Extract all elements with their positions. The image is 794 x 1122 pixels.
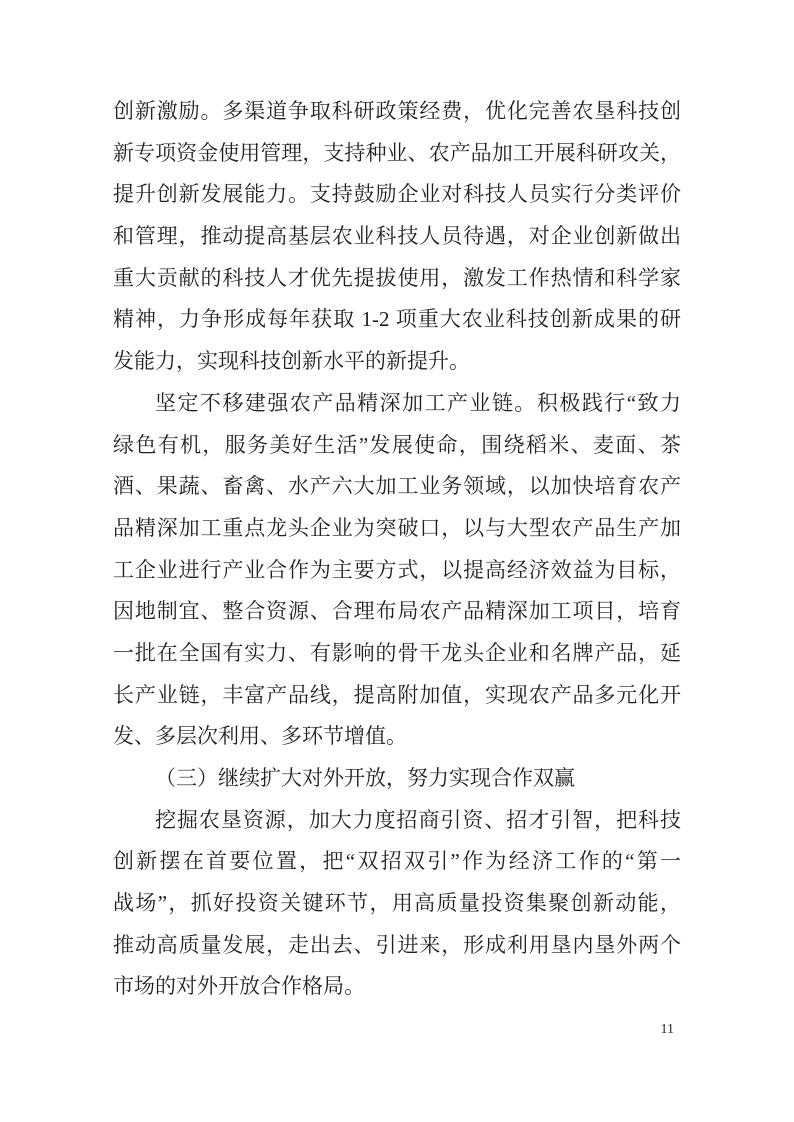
text-line: 发、多层次利用、多环节增值。 bbox=[113, 724, 407, 749]
page-number: 11 bbox=[660, 1022, 674, 1037]
text-line: 提升创新发展能力。支持鼓励企业对科技人员实行分类评价 bbox=[113, 182, 681, 207]
paragraph-opening-cooperation bbox=[113, 800, 681, 1008]
text-line: 坚定不移建强农产品精深加工产业链。积极践行“致力 bbox=[155, 390, 681, 415]
document-body bbox=[113, 91, 681, 1008]
text-line: 和管理，推动提高基层农业科技人员待遇，对企业创新做出 bbox=[113, 224, 681, 249]
text-line: 长产业链，丰富产品线，提高附加值，实现农产品多元化开 bbox=[113, 682, 681, 707]
text-line: 战场”，抓好投资关键环节，用高质量投资集聚创新动能， bbox=[113, 891, 681, 916]
paragraph-deep-processing-chain bbox=[113, 383, 681, 758]
heading-section-three bbox=[113, 758, 681, 800]
text-line: 推动高质量发展，走出去、引进来，形成利用垦内垦外两个 bbox=[113, 932, 681, 957]
text-line: 创新激励。多渠道争取科研政策经费，优化完善农垦科技创 bbox=[113, 99, 681, 123]
text-line: 酒、果蔬、畜禽、水产六大加工业务领域，以加快培育农产 bbox=[113, 474, 681, 499]
text-line: 创新摆在首要位置，把“双招双引”作为经济工作的“第一 bbox=[113, 849, 681, 874]
text-line: 绿色有机，服务美好生活”发展使命，围绕稻米、麦面、茶 bbox=[113, 432, 681, 457]
paragraph-science-innovation bbox=[113, 91, 681, 383]
text-line: 精神，力争形成每年获取 1-2 项重大农业科技创新成果的研 bbox=[113, 307, 681, 332]
text-line: 市场的对外开放合作格局。 bbox=[113, 974, 365, 999]
text-line: 因地制宜、整合资源、合理布局农产品精深加工项目，培育 bbox=[113, 599, 681, 624]
text-line: 重大贡献的科技人才优先提拔使用，激发工作热情和科学家 bbox=[113, 265, 681, 290]
text-line: 发能力，实现科技创新水平的新提升。 bbox=[113, 349, 470, 374]
text-line: 一批在全国有实力、有影响的骨干龙头企业和名牌产品，延 bbox=[113, 640, 681, 665]
text-line: 新专项资金使用管理，支持种业、农产品加工开展科研攻关， bbox=[113, 140, 681, 165]
text-line: 工企业进行产业合作为主要方式，以提高经济效益为目标， bbox=[113, 557, 681, 582]
section-heading: （三）继续扩大对外开放，努力实现合作双赢 bbox=[155, 766, 575, 790]
text-line: 品精深加工重点龙头企业为突破口，以与大型农产品生产加 bbox=[113, 515, 681, 540]
text-line: 挖掘农垦资源，加大力度招商引资、招才引智，把科技 bbox=[155, 807, 681, 832]
